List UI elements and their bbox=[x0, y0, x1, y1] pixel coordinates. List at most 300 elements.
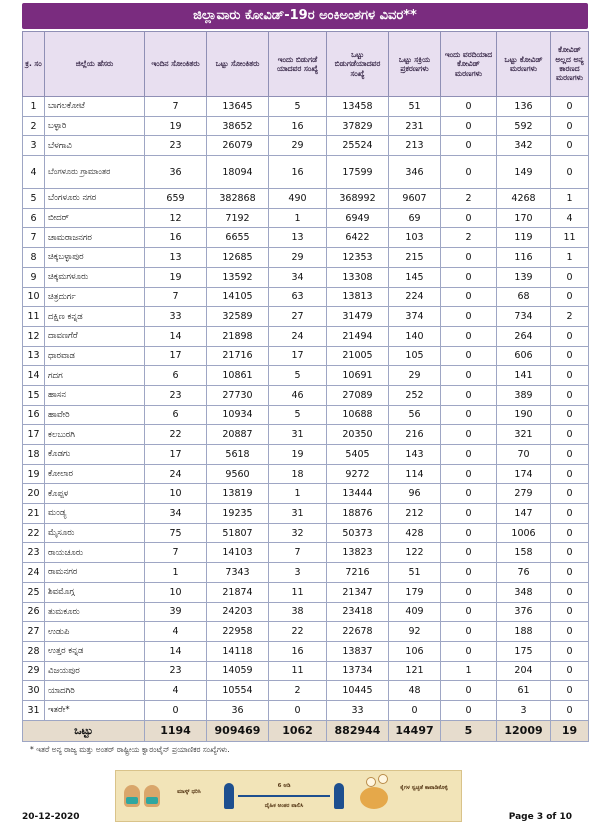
table-row bbox=[23, 248, 589, 268]
total-positive-cell: 7343 bbox=[207, 563, 269, 583]
district-name-cell: ದಕ್ಷಿಣ ಕನ್ನಡ bbox=[45, 307, 145, 327]
distance-arrow-icon bbox=[238, 795, 330, 797]
total-positive-cell: 21874 bbox=[207, 582, 269, 602]
district-name-cell: ಇತರೇ* bbox=[45, 700, 145, 720]
district-name-cell: ಹಾವೇರಿ bbox=[45, 405, 145, 425]
today-deaths-cell: 0 bbox=[441, 385, 497, 405]
total-positive-cell: 10554 bbox=[207, 681, 269, 701]
table-row bbox=[23, 543, 589, 563]
active-cases-cell: 122 bbox=[389, 543, 441, 563]
today-discharged-cell: 1 bbox=[269, 484, 327, 504]
total-discharged-cell: 12353 bbox=[327, 248, 389, 268]
today-deaths-cell: 0 bbox=[441, 267, 497, 287]
today-discharged-cell: 18 bbox=[269, 464, 327, 484]
bubble-icon bbox=[366, 777, 376, 787]
total-positive-cell: 32589 bbox=[207, 307, 269, 327]
active-cases-cell: 231 bbox=[389, 116, 441, 136]
today-positive-cell: 19 bbox=[145, 116, 207, 136]
active-cases-cell: 374 bbox=[389, 307, 441, 327]
table-row bbox=[23, 267, 589, 287]
total-deaths-cell: 175 bbox=[497, 641, 551, 661]
today-discharged-cell: 24 bbox=[269, 326, 327, 346]
header-today-deaths: ಇಂದು ವರದಿಯಾದ ಕೋವಿಡ್ ಮರಣಗಳು bbox=[441, 32, 497, 97]
today-discharged-cell: 63 bbox=[269, 287, 327, 307]
active-cases-cell: 179 bbox=[389, 582, 441, 602]
total-deaths-cell: 116 bbox=[497, 248, 551, 268]
active-cases-cell: 346 bbox=[389, 156, 441, 189]
total-discharged-cell: 21005 bbox=[327, 346, 389, 366]
district-name-cell: ಬೆಳಗಾವಿ bbox=[45, 136, 145, 156]
banner-wash-section bbox=[356, 771, 458, 821]
district-name-cell: ಬಳ್ಳಾರಿ bbox=[45, 116, 145, 136]
total-positive-cell: 38652 bbox=[207, 116, 269, 136]
table-row bbox=[23, 208, 589, 228]
total-positive-cell: 36 bbox=[207, 700, 269, 720]
total-discharged-cell: 21494 bbox=[327, 326, 389, 346]
total-total-deaths: 12009 bbox=[497, 720, 551, 741]
sl-no-cell: 12 bbox=[23, 326, 45, 346]
sl-no-cell: 4 bbox=[23, 156, 45, 189]
total-positive-cell: 13592 bbox=[207, 267, 269, 287]
total-discharged-cell: 27089 bbox=[327, 385, 389, 405]
total-discharged-cell: 368992 bbox=[327, 189, 389, 209]
today-positive-cell: 14 bbox=[145, 326, 207, 346]
district-name-cell: ತುಮಕೂರು bbox=[45, 602, 145, 622]
total-discharged-cell: 31479 bbox=[327, 307, 389, 327]
total-positive-cell: 6655 bbox=[207, 228, 269, 248]
today-deaths-cell: 0 bbox=[441, 700, 497, 720]
sl-no-cell: 11 bbox=[23, 307, 45, 327]
table-row bbox=[23, 641, 589, 661]
total-label: ಒಟ್ಟು bbox=[23, 720, 145, 741]
other-deaths-cell: 0 bbox=[551, 622, 589, 642]
today-discharged-cell: 11 bbox=[269, 661, 327, 681]
active-cases-cell: 51 bbox=[389, 97, 441, 117]
mask-icon bbox=[146, 797, 158, 804]
table-row bbox=[23, 385, 589, 405]
district-name-cell: ಕೊಪ್ಪಳ bbox=[45, 484, 145, 504]
district-name-cell: ಗದಗ bbox=[45, 366, 145, 386]
active-cases-cell: 9607 bbox=[389, 189, 441, 209]
footer-date: 20-12-2020 bbox=[22, 812, 80, 822]
today-positive-cell: 75 bbox=[145, 523, 207, 543]
total-discharged-cell: 33 bbox=[327, 700, 389, 720]
district-name-cell: ಕಲಬುರಗಿ bbox=[45, 425, 145, 445]
district-name-cell: ದಾವಣಗೆರೆ bbox=[45, 326, 145, 346]
total-deaths-cell: 141 bbox=[497, 366, 551, 386]
total-positive-cell: 10861 bbox=[207, 366, 269, 386]
today-discharged-cell: 13 bbox=[269, 228, 327, 248]
total-deaths-cell: 68 bbox=[497, 287, 551, 307]
today-positive-cell: 39 bbox=[145, 602, 207, 622]
other-deaths-cell: 0 bbox=[551, 425, 589, 445]
sl-no-cell: 6 bbox=[23, 208, 45, 228]
active-cases-cell: 212 bbox=[389, 504, 441, 524]
total-deaths-cell: 149 bbox=[497, 156, 551, 189]
other-deaths-cell: 0 bbox=[551, 116, 589, 136]
total-today-deaths: 5 bbox=[441, 720, 497, 741]
banner-distance-value: 6 ಅಡಿ bbox=[277, 783, 291, 789]
today-positive-cell: 10 bbox=[145, 582, 207, 602]
total-deaths-cell: 190 bbox=[497, 405, 551, 425]
other-deaths-cell: 1 bbox=[551, 189, 589, 209]
other-deaths-cell: 0 bbox=[551, 523, 589, 543]
table-row bbox=[23, 700, 589, 720]
district-name-cell: ರಾಯಚೂರು bbox=[45, 543, 145, 563]
header-total-positive: ಒಟ್ಟು ಸೋಂಕಿತರು bbox=[207, 32, 269, 97]
today-deaths-cell: 0 bbox=[441, 681, 497, 701]
header-active: ಒಟ್ಟು ಸಕ್ರಿಯ ಪ್ರಕರಣಗಳು bbox=[389, 32, 441, 97]
table-row bbox=[23, 189, 589, 209]
header-today-discharged: ಇಂದು ಬಿಡುಗಡೆ ಯಾದವರ ಸಂಖ್ಯೆ bbox=[269, 32, 327, 97]
other-deaths-cell: 0 bbox=[551, 445, 589, 465]
today-discharged-cell: 17 bbox=[269, 346, 327, 366]
active-cases-cell: 145 bbox=[389, 267, 441, 287]
other-deaths-cell: 0 bbox=[551, 700, 589, 720]
active-cases-cell: 224 bbox=[389, 287, 441, 307]
today-deaths-cell: 0 bbox=[441, 425, 497, 445]
total-discharged-cell: 5405 bbox=[327, 445, 389, 465]
total-discharged-cell: 37829 bbox=[327, 116, 389, 136]
today-positive-cell: 6 bbox=[145, 366, 207, 386]
today-positive-cell: 4 bbox=[145, 681, 207, 701]
table-row bbox=[23, 228, 589, 248]
sl-no-cell: 28 bbox=[23, 641, 45, 661]
total-discharged-cell: 20350 bbox=[327, 425, 389, 445]
today-discharged-cell: 46 bbox=[269, 385, 327, 405]
table-row bbox=[23, 366, 589, 386]
sl-no-cell: 24 bbox=[23, 563, 45, 583]
total-deaths-cell: 70 bbox=[497, 445, 551, 465]
other-deaths-cell: 0 bbox=[551, 602, 589, 622]
total-deaths-cell: 592 bbox=[497, 116, 551, 136]
today-discharged-cell: 31 bbox=[269, 425, 327, 445]
total-active: 14497 bbox=[389, 720, 441, 741]
total-deaths-cell: 188 bbox=[497, 622, 551, 642]
today-positive-cell: 33 bbox=[145, 307, 207, 327]
total-positive-cell: 27730 bbox=[207, 385, 269, 405]
today-deaths-cell: 0 bbox=[441, 464, 497, 484]
sl-no-cell: 14 bbox=[23, 366, 45, 386]
sl-no-cell: 22 bbox=[23, 523, 45, 543]
sl-no-cell: 20 bbox=[23, 484, 45, 504]
today-deaths-cell: 2 bbox=[441, 189, 497, 209]
total-deaths-cell: 264 bbox=[497, 326, 551, 346]
total-deaths-cell: 61 bbox=[497, 681, 551, 701]
other-deaths-cell: 0 bbox=[551, 97, 589, 117]
total-discharged-cell: 10445 bbox=[327, 681, 389, 701]
header-total-deaths: ಒಟ್ಟು ಕೋವಿಡ್ ಮರಣಗಳು bbox=[497, 32, 551, 97]
total-deaths-cell: 139 bbox=[497, 267, 551, 287]
person-icon bbox=[224, 783, 234, 809]
sl-no-cell: 10 bbox=[23, 287, 45, 307]
table-row bbox=[23, 156, 589, 189]
today-positive-cell: 659 bbox=[145, 189, 207, 209]
today-positive-cell: 23 bbox=[145, 385, 207, 405]
other-deaths-cell: 0 bbox=[551, 464, 589, 484]
today-discharged-cell: 31 bbox=[269, 504, 327, 524]
today-deaths-cell: 0 bbox=[441, 405, 497, 425]
today-deaths-cell: 0 bbox=[441, 641, 497, 661]
total-discharged-cell: 13823 bbox=[327, 543, 389, 563]
total-discharged-cell: 9272 bbox=[327, 464, 389, 484]
total-deaths-cell: 389 bbox=[497, 385, 551, 405]
header-district: ಜಿಲ್ಲೆಯ ಹೆಸರು bbox=[45, 32, 145, 97]
today-discharged-cell: 11 bbox=[269, 582, 327, 602]
other-deaths-cell: 0 bbox=[551, 582, 589, 602]
today-deaths-cell: 0 bbox=[441, 563, 497, 583]
other-deaths-cell: 0 bbox=[551, 136, 589, 156]
mask-icon bbox=[126, 797, 138, 804]
sl-no-cell: 16 bbox=[23, 405, 45, 425]
total-deaths-cell: 170 bbox=[497, 208, 551, 228]
table-row bbox=[23, 326, 589, 346]
total-positive-cell: 14105 bbox=[207, 287, 269, 307]
person-icon bbox=[334, 783, 344, 809]
total-deaths-cell: 376 bbox=[497, 602, 551, 622]
active-cases-cell: 213 bbox=[389, 136, 441, 156]
total-deaths-cell: 136 bbox=[497, 97, 551, 117]
other-deaths-cell: 4 bbox=[551, 208, 589, 228]
table-row bbox=[23, 405, 589, 425]
other-deaths-cell: 11 bbox=[551, 228, 589, 248]
total-positive-cell: 26079 bbox=[207, 136, 269, 156]
today-positive-cell: 13 bbox=[145, 248, 207, 268]
table-row bbox=[23, 97, 589, 117]
today-deaths-cell: 0 bbox=[441, 602, 497, 622]
active-cases-cell: 105 bbox=[389, 346, 441, 366]
total-discharged-cell: 21347 bbox=[327, 582, 389, 602]
today-discharged-cell: 0 bbox=[269, 700, 327, 720]
today-discharged-cell: 22 bbox=[269, 622, 327, 642]
header-total-discharged: ಒಟ್ಟು ಬಿಡುಗಡೆಯಾದವರ ಸಂಖ್ಯೆ bbox=[327, 32, 389, 97]
table-row bbox=[23, 287, 589, 307]
today-deaths-cell: 0 bbox=[441, 523, 497, 543]
district-name-cell: ಚಾಮರಾಜನಗರ bbox=[45, 228, 145, 248]
today-positive-cell: 6 bbox=[145, 405, 207, 425]
table-row bbox=[23, 523, 589, 543]
active-cases-cell: 252 bbox=[389, 385, 441, 405]
today-discharged-cell: 29 bbox=[269, 248, 327, 268]
active-cases-cell: 143 bbox=[389, 445, 441, 465]
total-positive-cell: 22958 bbox=[207, 622, 269, 642]
today-positive-cell: 22 bbox=[145, 425, 207, 445]
other-deaths-cell: 0 bbox=[551, 267, 589, 287]
total-discharged-cell: 6422 bbox=[327, 228, 389, 248]
sl-no-cell: 31 bbox=[23, 700, 45, 720]
total-positive-cell: 20887 bbox=[207, 425, 269, 445]
today-positive-cell: 1 bbox=[145, 563, 207, 583]
active-cases-cell: 48 bbox=[389, 681, 441, 701]
total-positive-cell: 51807 bbox=[207, 523, 269, 543]
table-row bbox=[23, 622, 589, 642]
table-header-row bbox=[23, 32, 589, 97]
active-cases-cell: 51 bbox=[389, 563, 441, 583]
district-name-cell: ಬೀದರ್ bbox=[45, 208, 145, 228]
total-deaths-cell: 348 bbox=[497, 582, 551, 602]
sl-no-cell: 2 bbox=[23, 116, 45, 136]
today-deaths-cell: 0 bbox=[441, 504, 497, 524]
total-discharged-cell: 10691 bbox=[327, 366, 389, 386]
district-name-cell: ಮೈಸೂರು bbox=[45, 523, 145, 543]
today-deaths-cell: 0 bbox=[441, 622, 497, 642]
active-cases-cell: 140 bbox=[389, 326, 441, 346]
total-discharged-cell: 13308 bbox=[327, 267, 389, 287]
today-positive-cell: 23 bbox=[145, 661, 207, 681]
total-deaths-cell: 3 bbox=[497, 700, 551, 720]
total-deaths-cell: 119 bbox=[497, 228, 551, 248]
total-total-positive: 909469 bbox=[207, 720, 269, 741]
table-row bbox=[23, 661, 589, 681]
total-discharged-cell: 13444 bbox=[327, 484, 389, 504]
today-deaths-cell: 1 bbox=[441, 661, 497, 681]
today-deaths-cell: 0 bbox=[441, 484, 497, 504]
handwash-icon bbox=[360, 787, 388, 809]
total-deaths-cell: 76 bbox=[497, 563, 551, 583]
district-name-cell: ಕೋಲಾರ bbox=[45, 464, 145, 484]
total-deaths-cell: 342 bbox=[497, 136, 551, 156]
today-discharged-cell: 490 bbox=[269, 189, 327, 209]
district-name-cell: ವಿಜಯಪುರ bbox=[45, 661, 145, 681]
total-deaths-cell: 204 bbox=[497, 661, 551, 681]
today-positive-cell: 17 bbox=[145, 346, 207, 366]
total-deaths-cell: 1006 bbox=[497, 523, 551, 543]
banner-wash-text: ಕೈಗಳ ಸ್ವಚ್ಛತೆ ಕಾಪಾಡಿಕೊಳ್ಳಿ bbox=[400, 785, 448, 791]
other-deaths-cell: 0 bbox=[551, 156, 589, 189]
today-discharged-cell: 38 bbox=[269, 602, 327, 622]
district-name-cell: ಬೆಂಗಳೂರು ಗ್ರಾಮಾಂತರ bbox=[45, 156, 145, 189]
today-positive-cell: 16 bbox=[145, 228, 207, 248]
today-deaths-cell: 0 bbox=[441, 156, 497, 189]
total-discharged-cell: 13813 bbox=[327, 287, 389, 307]
sl-no-cell: 23 bbox=[23, 543, 45, 563]
sl-no-cell: 17 bbox=[23, 425, 45, 445]
total-positive-cell: 7192 bbox=[207, 208, 269, 228]
today-positive-cell: 12 bbox=[145, 208, 207, 228]
today-positive-cell: 36 bbox=[145, 156, 207, 189]
district-name-cell: ಬಾಗಲಕೋಟೆ bbox=[45, 97, 145, 117]
other-deaths-cell: 0 bbox=[551, 366, 589, 386]
table-row bbox=[23, 464, 589, 484]
total-positive-cell: 10934 bbox=[207, 405, 269, 425]
total-positive-cell: 21898 bbox=[207, 326, 269, 346]
other-deaths-cell: 0 bbox=[551, 681, 589, 701]
total-discharged-cell: 7216 bbox=[327, 563, 389, 583]
sl-no-cell: 7 bbox=[23, 228, 45, 248]
total-discharged-cell: 18876 bbox=[327, 504, 389, 524]
district-name-cell: ಮಂಡ್ಯ bbox=[45, 504, 145, 524]
total-discharged-cell: 10688 bbox=[327, 405, 389, 425]
today-discharged-cell: 29 bbox=[269, 136, 327, 156]
district-name-cell: ಕೊಡಗು bbox=[45, 445, 145, 465]
other-deaths-cell: 0 bbox=[551, 563, 589, 583]
page-number: Page 3 of 10 bbox=[508, 812, 572, 822]
total-discharged-cell: 13734 bbox=[327, 661, 389, 681]
table-row bbox=[23, 504, 589, 524]
total-discharged-cell: 13458 bbox=[327, 97, 389, 117]
table-row bbox=[23, 681, 589, 701]
today-positive-cell: 4 bbox=[145, 622, 207, 642]
today-discharged-cell: 7 bbox=[269, 543, 327, 563]
today-discharged-cell: 19 bbox=[269, 445, 327, 465]
total-total-discharged: 882944 bbox=[327, 720, 389, 741]
other-deaths-cell: 0 bbox=[551, 346, 589, 366]
active-cases-cell: 92 bbox=[389, 622, 441, 642]
header-today-positive: ಇಂದಿನ ಸೋಂಕಿತರು bbox=[145, 32, 207, 97]
table-row bbox=[23, 425, 589, 445]
today-positive-cell: 17 bbox=[145, 445, 207, 465]
banner-mask-text: ಮಾಸ್ಕ್ ಧರಿಸಿ bbox=[177, 789, 201, 795]
district-name-cell: ಯಾದಗಿರಿ bbox=[45, 681, 145, 701]
today-discharged-cell: 2 bbox=[269, 681, 327, 701]
sl-no-cell: 15 bbox=[23, 385, 45, 405]
today-discharged-cell: 32 bbox=[269, 523, 327, 543]
table-row bbox=[23, 484, 589, 504]
sl-no-cell: 29 bbox=[23, 661, 45, 681]
district-name-cell: ರಾಮನಗರ bbox=[45, 563, 145, 583]
other-deaths-cell: 0 bbox=[551, 661, 589, 681]
today-discharged-cell: 5 bbox=[269, 366, 327, 386]
active-cases-cell: 428 bbox=[389, 523, 441, 543]
active-cases-cell: 0 bbox=[389, 700, 441, 720]
banner-distance-text: ದೈಹಿಕ ಅಂತರ ಪಾಲಿಸಿ bbox=[264, 803, 304, 809]
total-discharged-cell: 17599 bbox=[327, 156, 389, 189]
today-positive-cell: 0 bbox=[145, 700, 207, 720]
active-cases-cell: 121 bbox=[389, 661, 441, 681]
today-deaths-cell: 0 bbox=[441, 326, 497, 346]
today-discharged-cell: 5 bbox=[269, 97, 327, 117]
total-discharged-cell: 50373 bbox=[327, 523, 389, 543]
total-discharged-cell: 25524 bbox=[327, 136, 389, 156]
today-discharged-cell: 34 bbox=[269, 267, 327, 287]
total-positive-cell: 14118 bbox=[207, 641, 269, 661]
district-name-cell: ಚಿತ್ರದುರ್ಗ bbox=[45, 287, 145, 307]
sl-no-cell: 25 bbox=[23, 582, 45, 602]
total-discharged-cell: 22678 bbox=[327, 622, 389, 642]
today-deaths-cell: 0 bbox=[441, 97, 497, 117]
today-discharged-cell: 3 bbox=[269, 563, 327, 583]
bubble-icon bbox=[378, 774, 388, 784]
today-deaths-cell: 0 bbox=[441, 582, 497, 602]
total-positive-cell: 12685 bbox=[207, 248, 269, 268]
other-deaths-cell: 0 bbox=[551, 641, 589, 661]
total-positive-cell: 19235 bbox=[207, 504, 269, 524]
banner-distance-section bbox=[220, 771, 348, 821]
sl-no-cell: 5 bbox=[23, 189, 45, 209]
total-positive-cell: 9560 bbox=[207, 464, 269, 484]
total-deaths-cell: 734 bbox=[497, 307, 551, 327]
total-positive-cell: 14103 bbox=[207, 543, 269, 563]
total-positive-cell: 13819 bbox=[207, 484, 269, 504]
sl-no-cell: 21 bbox=[23, 504, 45, 524]
banner-mask-section bbox=[118, 771, 214, 821]
header-sl: ಕ್ರ. ಸಂ bbox=[23, 32, 45, 97]
active-cases-cell: 69 bbox=[389, 208, 441, 228]
total-deaths-cell: 174 bbox=[497, 464, 551, 484]
today-discharged-cell: 1 bbox=[269, 208, 327, 228]
today-deaths-cell: 0 bbox=[441, 307, 497, 327]
total-discharged-cell: 23418 bbox=[327, 602, 389, 622]
total-other-deaths: 19 bbox=[551, 720, 589, 741]
today-deaths-cell: 2 bbox=[441, 228, 497, 248]
district-name-cell: ಶಿವಮೊಗ್ಗ bbox=[45, 582, 145, 602]
district-name-cell: ಧಾರವಾಡ bbox=[45, 346, 145, 366]
total-deaths-cell: 158 bbox=[497, 543, 551, 563]
sl-no-cell: 13 bbox=[23, 346, 45, 366]
today-deaths-cell: 0 bbox=[441, 543, 497, 563]
today-positive-cell: 10 bbox=[145, 484, 207, 504]
active-cases-cell: 106 bbox=[389, 641, 441, 661]
